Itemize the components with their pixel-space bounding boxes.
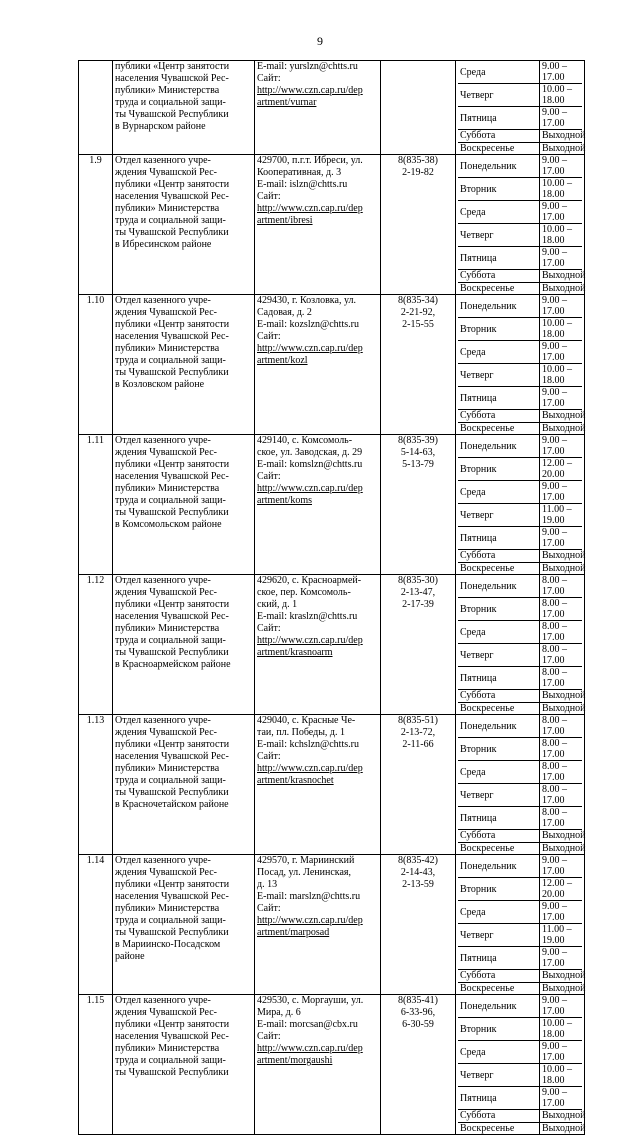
schedule-day: Пятница [458, 247, 540, 270]
schedule-hours: 9.00 – 17.00 [540, 995, 583, 1018]
postal-address: 429040, с. Красные Че- таи, пл. Победы, д. 1 [257, 715, 356, 738]
schedule-day: Понедельник [458, 855, 540, 878]
schedule-row [458, 878, 582, 901]
contact-cell [255, 715, 381, 855]
schedule-hours: Выходной [540, 550, 583, 563]
schedule-hours: 9.00 – 17.00 [540, 901, 583, 924]
schedule-row [458, 142, 582, 154]
schedule-row [458, 1087, 582, 1110]
schedule-row [458, 107, 582, 130]
schedule-hours: 8.00 – 17.00 [540, 715, 583, 738]
schedule-row [458, 1064, 582, 1087]
schedule-day: Суббота [458, 690, 540, 703]
schedule-day: Воскресенье [458, 982, 540, 994]
schedule-table [458, 575, 586, 714]
schedule-hours: Выходной [540, 830, 583, 843]
schedule-cell [456, 715, 585, 855]
schedule-day: Четверг [458, 924, 540, 947]
schedule-row [458, 690, 582, 703]
schedule-hours: 9.00 – 17.00 [540, 155, 583, 178]
schedule-hours: 12.00 – 20.00 [540, 878, 583, 901]
schedule-row [458, 201, 582, 224]
organization-name: публики «Центр занятости населения Чувашской Рес- публики» Министерства труда и социальной защи- ты Чувашской Республики в Вурнарском районе [113, 61, 255, 155]
schedule-table [458, 435, 586, 574]
schedule-row [458, 644, 582, 667]
schedule-hours: 10.00 – 18.00 [540, 1018, 583, 1041]
site-label: Сайт: [257, 903, 281, 914]
schedule-day: Пятница [458, 1087, 540, 1110]
schedule-day: Суббота [458, 830, 540, 843]
email-address: E-mail: kchslzn@chtts.ru [257, 739, 359, 750]
email-text [257, 1019, 378, 1031]
schedule-row [458, 598, 582, 621]
contact-cell [255, 435, 381, 575]
website-link-line2[interactable]: artment/vurnar [257, 97, 317, 108]
phone-number: 8(835-38) 2-19-82 [381, 155, 456, 295]
schedule-hours: Выходной [542, 282, 586, 294]
schedule-row [458, 458, 582, 481]
schedule-hours: 8.00 – 17.00 [540, 621, 583, 644]
employment-centers-table [78, 60, 585, 1135]
email-text [257, 459, 378, 471]
schedule-day: Воскресенье [458, 1122, 540, 1134]
postal-address: 429620, с. Красноармей- ское, пер. Комсомоль- ский, д. 1 [257, 575, 362, 610]
schedule-day: Пятница [458, 667, 540, 690]
email-address: E-mail: komslzn@chtts.ru [257, 459, 363, 470]
schedule-row [458, 364, 582, 387]
schedule-hours: Выходной [542, 982, 586, 994]
schedule-row [458, 295, 582, 318]
schedule-row [458, 830, 582, 843]
schedule-hours: Выходной [540, 690, 583, 703]
schedule-row [458, 842, 582, 854]
postal-address: 429430, г. Козловка, ул. Садовая, д. 2 [257, 295, 357, 318]
schedule-hours: Выходной [540, 130, 583, 143]
website-link-line2[interactable]: artment/krasnoarm [257, 647, 333, 658]
schedule-hours: Выходной [542, 142, 586, 154]
schedule-row [458, 621, 582, 644]
phone-number: 8(835-42) 2-14-43, 2-13-59 [381, 855, 456, 995]
schedule-cell [456, 995, 585, 1135]
website-link-line2[interactable]: artment/marposad [257, 927, 330, 938]
website-link-line1[interactable]: http://www.czn.cap.ru/dep [257, 483, 363, 494]
organization-name: Отдел казенного учре- ждения Чувашской Рес- публики «Центр занятости населения Чувашской Рес- публики» Министерства труда и социальной защи- ты Чувашской Республики в Козловском районе [113, 295, 255, 435]
contact-cell [255, 155, 381, 295]
schedule-hours: Выходной [542, 842, 586, 854]
email-text [257, 319, 378, 331]
schedule-day: Воскресенье [458, 702, 540, 714]
schedule-hours: 10.00 – 18.00 [540, 318, 583, 341]
schedule-day: Понедельник [458, 995, 540, 1018]
email-address: E-mail: islzn@chtts.ru [257, 179, 348, 190]
schedule-day: Четверг [458, 784, 540, 807]
schedule-day: Четверг [458, 1064, 540, 1087]
schedule-row [458, 178, 582, 201]
schedule-day: Пятница [458, 807, 540, 830]
website-link-line2[interactable]: artment/morgaushi [257, 1055, 333, 1066]
schedule-row [458, 84, 582, 107]
website-link-line1[interactable]: http://www.czn.cap.ru/dep [257, 635, 363, 646]
schedule-row [458, 527, 582, 550]
schedule-hours: 8.00 – 17.00 [540, 598, 583, 621]
schedule-cell [456, 435, 585, 575]
phone-number: 8(835-51) 2-13-72, 2-11-66 [381, 715, 456, 855]
site-label: Сайт: [257, 751, 281, 762]
schedule-row [458, 550, 582, 563]
schedule-hours: 9.00 – 17.00 [540, 1041, 583, 1064]
schedule-cell [456, 575, 585, 715]
schedule-table [458, 295, 586, 434]
schedule-cell [456, 295, 585, 435]
schedule-day: Вторник [458, 458, 540, 481]
schedule-row [458, 270, 582, 283]
schedule-row [458, 715, 582, 738]
postal-address: 429700, п.г.т. Ибреси, ул. Кооперативная, д. 3 [257, 155, 363, 178]
organization-name: Отдел казенного учре- ждения Чувашской Рес- публики «Центр занятости населения Чувашской Рес- публики» Министерства труда и социальной защи- ты Чувашской Республики в Ибресинском районе [113, 155, 255, 295]
table-row [79, 155, 585, 295]
schedule-row [458, 947, 582, 970]
schedule-day: Суббота [458, 550, 540, 563]
schedule-row [458, 481, 582, 504]
organization-name: Отдел казенного учре- ждения Чувашской Рес- публики «Центр занятости населения Чувашской Рес- публики» Министерства труда и социальной защи- ты Чувашской Республики в Красноармейском районе [113, 575, 255, 715]
schedule-hours: Выходной [540, 270, 583, 283]
schedule-day: Воскресенье [458, 842, 540, 854]
schedule-table [458, 61, 586, 154]
schedule-row [458, 410, 582, 423]
schedule-day: Среда [458, 1041, 540, 1064]
schedule-table [458, 855, 586, 994]
schedule-hours: Выходной [542, 1122, 586, 1134]
phone-number: 8(835-39) 5-14-63, 5-13-79 [381, 435, 456, 575]
organization-name: Отдел казенного учре- ждения Чувашской Рес- публики «Центр занятости населения Чувашской Рес- публики» Министерства труда и социальной защи- ты Чувашской Республики в Красночетайском районе [113, 715, 255, 855]
schedule-hours: 9.00 – 17.00 [540, 107, 583, 130]
schedule-cell [456, 155, 585, 295]
schedule-day: Суббота [458, 970, 540, 983]
schedule-day: Вторник [458, 1018, 540, 1041]
website-link-line1[interactable]: http://www.czn.cap.ru/dep [257, 915, 363, 926]
schedule-hours: 10.00 – 18.00 [540, 1064, 583, 1087]
schedule-day: Понедельник [458, 155, 540, 178]
schedule-hours: 8.00 – 17.00 [540, 644, 583, 667]
schedule-day: Среда [458, 481, 540, 504]
website-link-line1[interactable]: http://www.czn.cap.ru/dep [257, 203, 363, 214]
site-label: Сайт: [257, 1031, 281, 1042]
schedule-day: Пятница [458, 107, 540, 130]
schedule-hours: 9.00 – 17.00 [540, 855, 583, 878]
email-text [257, 739, 378, 751]
schedule-row [458, 387, 582, 410]
schedule-day: Четверг [458, 224, 540, 247]
schedule-hours: 9.00 – 17.00 [540, 435, 583, 458]
schedule-row [458, 982, 582, 994]
website-link-line2[interactable]: artment/kozl [257, 355, 308, 366]
schedule-row [458, 575, 582, 598]
schedule-day: Воскресенье [458, 562, 540, 574]
contact-cell [255, 995, 381, 1135]
schedule-hours: Выходной [540, 970, 583, 983]
phone-number [381, 61, 456, 155]
website-link-line2[interactable]: artment/koms [257, 495, 312, 506]
schedule-row [458, 807, 582, 830]
schedule-row [458, 155, 582, 178]
schedule-hours: 9.00 – 17.00 [540, 341, 583, 364]
website-link-line2[interactable]: artment/krasnochet [257, 775, 334, 786]
schedule-hours: 9.00 – 17.00 [540, 947, 583, 970]
schedule-day: Среда [458, 201, 540, 224]
schedule-day: Суббота [458, 410, 540, 423]
email-address: E-mail: yurslzn@chtts.ru [257, 61, 358, 72]
schedule-row [458, 130, 582, 143]
schedule-row [458, 504, 582, 527]
schedule-hours: 9.00 – 17.00 [540, 527, 583, 550]
website-link-line1[interactable]: http://www.czn.cap.ru/dep [257, 343, 363, 354]
schedule-day: Понедельник [458, 575, 540, 598]
phone-number: 8(835-34) 2-21-92, 2-15-55 [381, 295, 456, 435]
schedule-hours: 11.00 – 19.00 [540, 924, 583, 947]
schedule-day: Среда [458, 341, 540, 364]
schedule-day: Среда [458, 621, 540, 644]
schedule-table [458, 995, 586, 1134]
schedule-hours: 9.00 – 17.00 [540, 201, 583, 224]
schedule-row [458, 318, 582, 341]
schedule-day: Четверг [458, 504, 540, 527]
email-address: E-mail: kozslzn@chtts.ru [257, 319, 359, 330]
organization-name: Отдел казенного учре- ждения Чувашской Рес- публики «Центр занятости населения Чувашской Рес- публики» Министерства труда и социальной защи- ты Чувашской Республики [113, 995, 255, 1135]
schedule-day: Среда [458, 901, 540, 924]
schedule-day: Вторник [458, 178, 540, 201]
site-label: Сайт: [257, 471, 281, 482]
page-number: 9 [317, 34, 323, 48]
schedule-row [458, 341, 582, 364]
table-row [79, 715, 585, 855]
schedule-day: Вторник [458, 738, 540, 761]
website-link-line1[interactable]: http://www.czn.cap.ru/dep [257, 85, 363, 96]
email-text [257, 179, 378, 191]
schedule-hours: 8.00 – 17.00 [540, 807, 583, 830]
website-link-line1[interactable]: http://www.czn.cap.ru/dep [257, 763, 363, 774]
table-row [79, 61, 585, 155]
schedule-hours: Выходной [540, 410, 583, 423]
email-text [257, 891, 378, 903]
schedule-hours: Выходной [542, 702, 586, 714]
schedule-row [458, 970, 582, 983]
schedule-day: Понедельник [458, 295, 540, 318]
schedule-hours: 8.00 – 17.00 [540, 667, 583, 690]
schedule-hours: Выходной [542, 422, 586, 434]
contact-cell [255, 575, 381, 715]
schedule-day: Четверг [458, 644, 540, 667]
schedule-table [458, 715, 586, 854]
email-text [257, 611, 378, 623]
schedule-day: Суббота [458, 1110, 540, 1123]
schedule-table [458, 155, 586, 294]
schedule-cell [456, 855, 585, 995]
schedule-row [458, 1122, 582, 1134]
schedule-row [458, 562, 582, 574]
schedule-day: Воскресенье [458, 282, 540, 294]
table-row [79, 575, 585, 715]
row-number: 1.13 [79, 715, 113, 855]
schedule-row [458, 1041, 582, 1064]
schedule-row [458, 61, 582, 84]
organization-name: Отдел казенного учре- ждения Чувашской Рес- публики «Центр занятости населения Чувашской Рес- публики» Министерства труда и социальной защи- ты Чувашской Республики в Комсомольском районе [113, 435, 255, 575]
schedule-hours: Выходной [540, 1110, 583, 1123]
schedule-row [458, 1018, 582, 1041]
schedule-row [458, 282, 582, 294]
schedule-row [458, 247, 582, 270]
schedule-row [458, 224, 582, 247]
schedule-hours: 9.00 – 17.00 [540, 481, 583, 504]
postal-address: 429530, с. Моргауши, ул. Мира, д. 6 [257, 995, 364, 1018]
schedule-hours: 10.00 – 18.00 [540, 364, 583, 387]
schedule-hours: 8.00 – 17.00 [540, 575, 583, 598]
schedule-day: Понедельник [458, 715, 540, 738]
row-number: 1.11 [79, 435, 113, 575]
postal-address: 429570, г. Мариинский Посад, ул. Ленинская, д. 13 [257, 855, 355, 890]
postal-address: 429140, с. Комсомоль- ское, ул. Заводская, д. 29 [257, 435, 363, 458]
site-label: Сайт: [257, 191, 281, 202]
schedule-day: Вторник [458, 598, 540, 621]
schedule-day: Воскресенье [458, 422, 540, 434]
schedule-row [458, 1110, 582, 1123]
table-row [79, 295, 585, 435]
schedule-row [458, 738, 582, 761]
schedule-hours: 9.00 – 17.00 [540, 387, 583, 410]
phone-number: 8(835-30) 2-13-47, 2-17-39 [381, 575, 456, 715]
row-number [79, 61, 113, 155]
phone-number: 8(835-41) 6-33-96, 6-30-59 [381, 995, 456, 1135]
contact-cell [255, 61, 381, 155]
row-number: 1.15 [79, 995, 113, 1135]
schedule-hours: 9.00 – 17.00 [540, 1087, 583, 1110]
email-text [257, 61, 378, 73]
schedule-hours: 9.00 – 17.00 [540, 295, 583, 318]
row-number: 1.9 [79, 155, 113, 295]
schedule-day: Вторник [458, 318, 540, 341]
organization-name: Отдел казенного учре- ждения Чувашской Рес- публики «Центр занятости населения Чувашской Рес- публики» Министерства труда и социальной защи- ты Чувашской Республики в Мариинско-Посадском районе [113, 855, 255, 995]
schedule-day: Воскресенье [458, 142, 540, 154]
schedule-hours: 12.00 – 20.00 [540, 458, 583, 481]
email-address: E-mail: morcsan@cbx.ru [257, 1019, 358, 1030]
schedule-day: Суббота [458, 130, 540, 143]
schedule-day: Пятница [458, 527, 540, 550]
table-row [79, 995, 585, 1135]
website-link-line2[interactable]: artment/ibresi [257, 215, 313, 226]
schedule-day: Вторник [458, 878, 540, 901]
schedule-row [458, 667, 582, 690]
schedule-row [458, 995, 582, 1018]
table-row [79, 855, 585, 995]
site-label: Сайт: [257, 623, 281, 634]
schedule-hours: 10.00 – 18.00 [540, 224, 583, 247]
schedule-day: Среда [458, 761, 540, 784]
schedule-hours: Выходной [542, 562, 586, 574]
schedule-row [458, 702, 582, 714]
site-label: Сайт: [257, 331, 281, 342]
schedule-hours: 8.00 – 17.00 [540, 784, 583, 807]
row-number: 1.14 [79, 855, 113, 995]
contact-cell [255, 855, 381, 995]
schedule-day: Среда [458, 61, 540, 84]
row-number: 1.12 [79, 575, 113, 715]
schedule-hours: 11.00 – 19.00 [540, 504, 583, 527]
schedule-hours: 9.00 – 17.00 [540, 247, 583, 270]
schedule-hours: 10.00 – 18.00 [540, 84, 583, 107]
schedule-day: Суббота [458, 270, 540, 283]
schedule-cell [456, 61, 585, 155]
schedule-row [458, 855, 582, 878]
schedule-day: Четверг [458, 84, 540, 107]
email-address: E-mail: kraslzn@chtts.ru [257, 611, 358, 622]
schedule-hours: 10.00 – 18.00 [540, 178, 583, 201]
schedule-row [458, 784, 582, 807]
schedule-hours: 8.00 – 17.00 [540, 738, 583, 761]
schedule-row [458, 924, 582, 947]
email-address: E-mail: marslzn@chtts.ru [257, 891, 361, 902]
schedule-row [458, 761, 582, 784]
schedule-row [458, 422, 582, 434]
schedule-hours: 8.00 – 17.00 [540, 761, 583, 784]
site-label: Сайт: [257, 73, 281, 84]
row-number: 1.10 [79, 295, 113, 435]
schedule-day: Понедельник [458, 435, 540, 458]
schedule-day: Четверг [458, 364, 540, 387]
schedule-day: Пятница [458, 387, 540, 410]
table-row [79, 435, 585, 575]
schedule-day: Пятница [458, 947, 540, 970]
schedule-row [458, 435, 582, 458]
website-link-line1[interactable]: http://www.czn.cap.ru/dep [257, 1043, 363, 1054]
schedule-hours: 9.00 – 17.00 [540, 61, 583, 84]
contact-cell [255, 295, 381, 435]
